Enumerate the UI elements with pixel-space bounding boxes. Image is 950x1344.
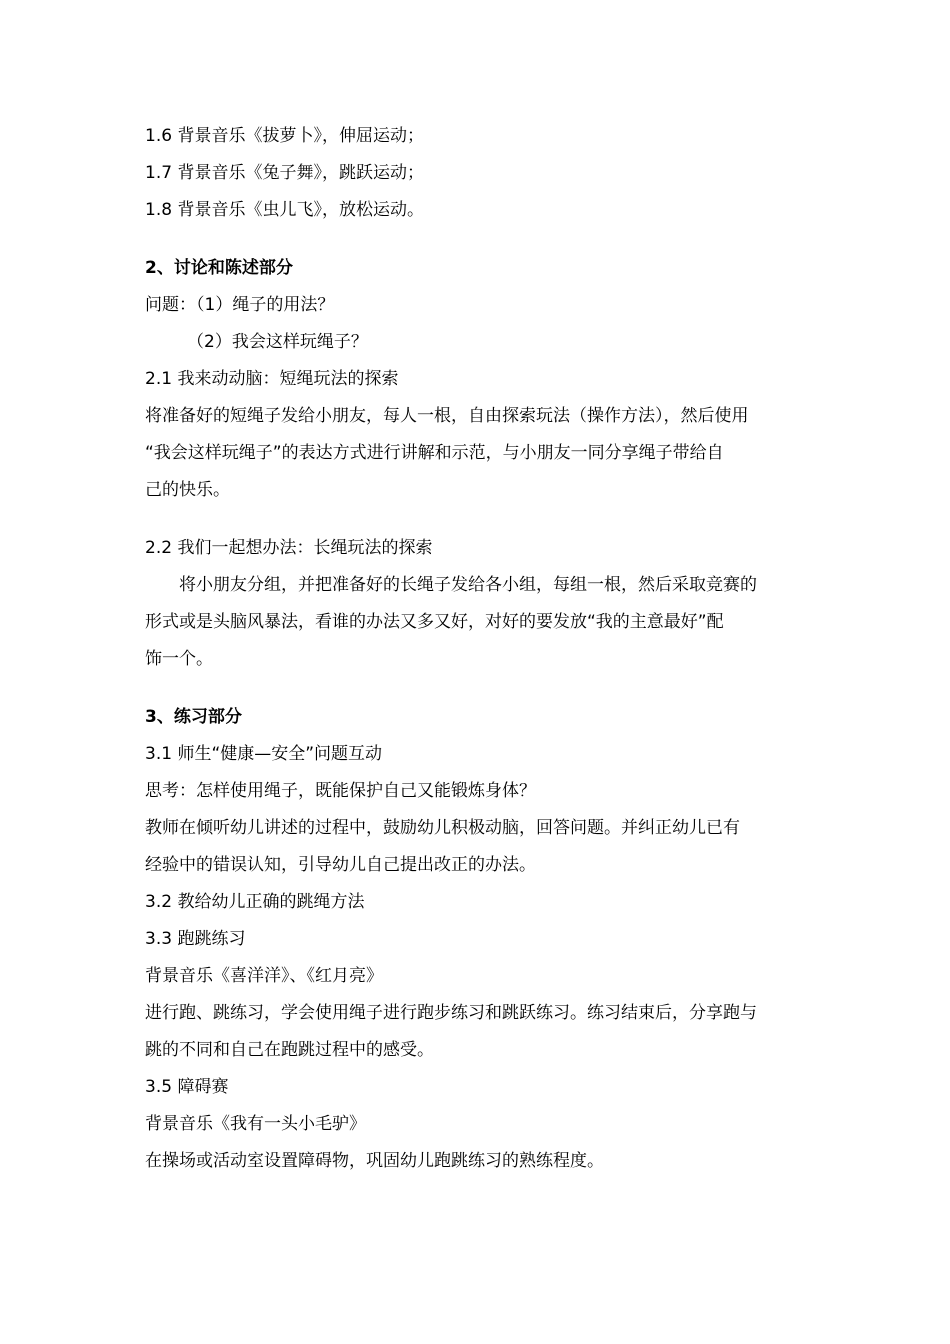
section1-item: 1.7 背景音乐《兔子舞》，跳跃运动；	[145, 163, 424, 183]
section2-sub2-title: 2.2 我们一起想办法：长绳玩法的探索	[145, 538, 433, 558]
section2-sub1-text: 将准备好的短绳子发给小朋友，每人一根，自由探索玩法（操作方法），然后使用	[145, 406, 749, 426]
section3-sub1-text: 教师在倾听幼儿讲述的过程中，鼓励幼儿积极动脑，回答问题。并纠正幼儿已有	[145, 818, 740, 838]
section3-sub2-title: 3.2 教给幼儿正确的跳绳方法	[145, 892, 365, 912]
section2-sub2-text: 饰一个。	[145, 649, 213, 669]
paragraph-gap	[145, 509, 810, 530]
section2-question-1: 问题：（1）绳子的用法？	[145, 295, 335, 315]
section2-sub1-title: 2.1 我来动动脑：短绳玩法的探索	[145, 369, 399, 389]
section2-question-2: （2）我会这样玩绳子？	[187, 332, 368, 352]
section3-sub5-music: 背景音乐《我有一头小毛驴》	[145, 1114, 366, 1134]
document-page	[145, 118, 810, 1180]
section1-item: 1.8 背景音乐《虫儿飞》，放松运动。	[145, 200, 424, 220]
section3-sub3-music: 背景音乐《喜洋洋》、《红月亮》	[145, 966, 383, 986]
section2-sub2-text: 形式或是头脑风暴法，看谁的办法又多又好，对好的要发放“我的主意最好”配	[145, 612, 724, 632]
section3-sub3-title: 3.3 跑跳练习	[145, 929, 246, 949]
section3-sub1-text: 经验中的错误认知，引导幼儿自己提出改正的办法。	[145, 855, 536, 875]
section2-sub2-text: 将小朋友分组，并把准备好的长绳子发给各小组，每组一根，然后采取竞赛的	[179, 575, 757, 595]
paragraph-gap	[145, 678, 810, 699]
section3-sub5-title: 3.5 障碍赛	[145, 1077, 229, 1097]
section3-sub3-text: 跳的不同和自己在跑跳过程中的感受。	[145, 1040, 434, 1060]
section2-sub1-text: “我会这样玩绳子”的表达方式进行讲解和示范，与小朋友一同分享绳子带给自	[145, 443, 724, 463]
section3-sub1-title: 3.1 师生“健康—安全”问题互动	[145, 744, 383, 764]
section3-sub1-think: 思考：怎样使用绳子，既能保护自己又能锻炼身体？	[145, 781, 536, 801]
section2-sub1-text: 己的快乐。	[145, 480, 230, 500]
section3-sub5-text: 在操场或活动室设置障碍物，巩固幼儿跑跳练习的熟练程度。	[145, 1151, 604, 1171]
section2-heading: 2、讨论和陈述部分	[145, 258, 293, 278]
paragraph-gap	[145, 229, 810, 250]
section1-item: 1.6 背景音乐《拔萝卜》，伸屈运动；	[145, 126, 424, 146]
section3-heading: 3、练习部分	[145, 707, 242, 727]
section3-sub3-text: 进行跑、跳练习，学会使用绳子进行跑步练习和跳跃练习。练习结束后，分享跑与	[145, 1003, 757, 1023]
